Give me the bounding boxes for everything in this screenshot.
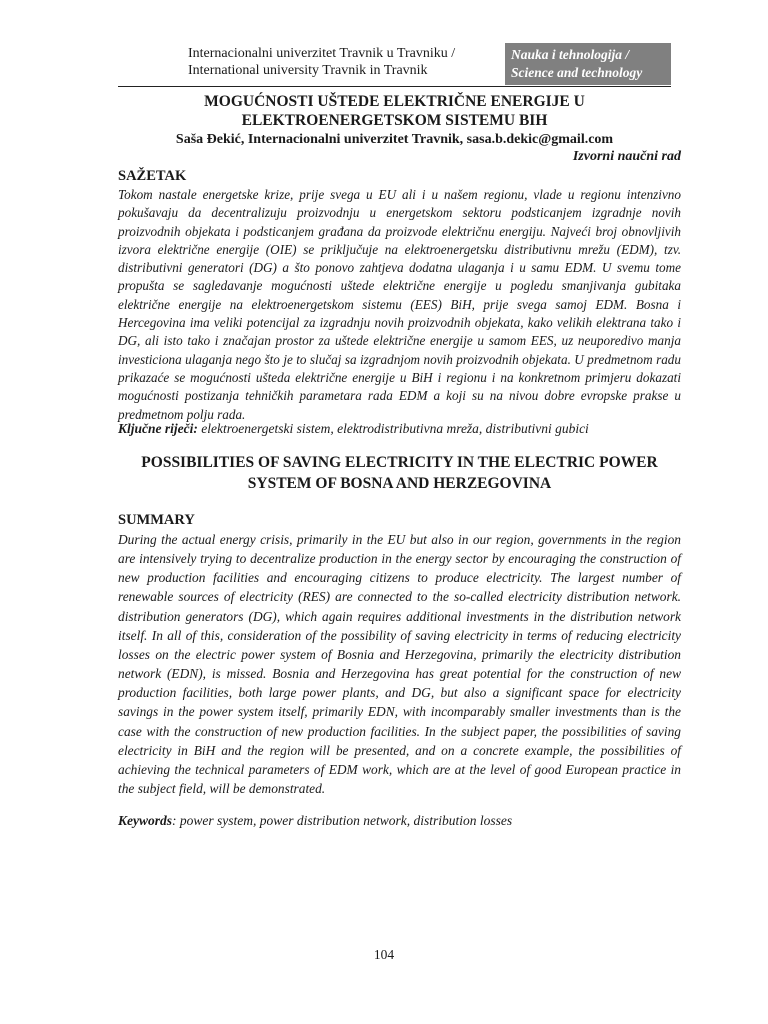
keywords-bs-label: Ključne riječi: [118, 421, 198, 436]
journal-publisher [188, 45, 498, 79]
keywords-en-values: : power system, power distribution network, distribution losses [172, 813, 513, 828]
section-label-box [505, 43, 671, 85]
abstract-en-heading: SUMMARY [118, 512, 195, 528]
title-en-line-2: SYSTEM OF BOSNA AND HERZEGOVINA [247, 475, 552, 492]
header-divider [118, 86, 671, 87]
keywords-bs-values: elektroenergetski sistem, elektrodistributivna mreža, distributivni gubici [201, 421, 589, 436]
abstract-en-text: During the actual energy crisis, primarily in the EU but also in our region, governments in the region are intensively trying to decentralize production in the energy sector by encouraging the construction of new production facilities and encouraging citizens to produce electricity. The largest number of renewable sources of electricity (RES) are connected to the so-called electricity distribution network. distribution generators (DG), which again requires additional investments in the distribution network itself. In all of this, consideration of the possibility of saving electricity in terms of reducing electricity losses on the electric power system of Bosnia and Herzegovina, primarily the electricity distribution network (EDN), is missed. Bosnia and Herzegovina has great potential for the construction of new production facilities, both large power plants, and DG, but also a significant space for electricity savings in the power system itself, primarily EDN, with incomparably smaller investments than is the case with the construction of new production facilities. In the subject paper, the possibilities of saving electricity in BiH and the region will be presented, and on a concrete example, the possibilities of achieving the technical parameters of EDM work, which are at the level of good European practice in the subject field, will be demonstrated. [118, 532, 681, 797]
title-en-line-1: POSSIBILITIES OF SAVING ELECTRICITY IN THE ELECTRIC POWER [141, 454, 658, 471]
section-label-line-1: Nauka i tehnologija / [511, 47, 630, 62]
section-label-line-2: Science and technology [511, 65, 643, 80]
keywords-en [118, 812, 681, 829]
publisher-line-2: International university Travnik in Travnik [188, 63, 428, 78]
abstract-bs-text: Tokom nastale energetske krize, prije svega u EU ali i u našem regionu, vlade u regionu intenzivno pokušavaju da decentralizuju proizvodnju u energetskom sektoru podsticanjem izgradnje novih proizvodnih objekata i podsticanjem građana da proizvode električnu energiju. Najveći broj obnovljivih izvora električne energije (OIE) se priključuje na elektroenergetsku distributivnu mrežu (EDM), tzv. distributivni generatori (DG) a što ponovo zahtjeva dodatna ulaganja i u samu EDM. U svemu tome propušta se sagledavanje mogućnosti uštede električne energije u pogledu smanjivanja gubitaka električne energije na elektroenergetskom sistemu (EES) BiH, prije svega samoj EDM. Bosna i Hercegovina ima veliki potencijal za izgradnju novih proizvodnih objekata, kako velikih elektrana tako i DG, ali isto tako i značajan prostor za uštede električne energije u samom EES, uz neuporedivo manja investiciona ulaganja nego što je to slučaj sa izgradnjom novih proizvodnih objekata. U predmetnom radu prikazaće se mogućnosti ušteda električne energije u BiH i regionu i na konkretnom primjeru dokazati mogućnosti postizanja tehničkih parametara rada EDM a koji su na nivou dobre evropske prakse u predmetnom polju rada. [118, 187, 681, 422]
abstract-bs-heading: SAŽETAK [118, 168, 187, 184]
paper-title-bs [118, 92, 671, 130]
publisher-line-1: Internacionalni univerzitet Travnik u Travniku / [188, 46, 456, 61]
author-line: Saša Đekić, Internacionalni univerzitet Travnik, sasa.b.dekic@gmail.com [175, 132, 614, 147]
keywords-bs [118, 420, 681, 437]
keywords-en-label: Keywords [118, 813, 172, 828]
paper-title-en [108, 452, 691, 494]
title-bs-line-1: MOGUĆNOSTI UŠTEDE ELEKTRIČNE ENERGIJE U [204, 93, 585, 110]
title-bs-line-2: ELEKTROENERGETSKOM SISTEMU BIH [241, 112, 548, 129]
paper-type: Izvorni naučni rad [572, 149, 681, 164]
running-header [118, 43, 671, 85]
page-number: 104 [373, 947, 395, 962]
